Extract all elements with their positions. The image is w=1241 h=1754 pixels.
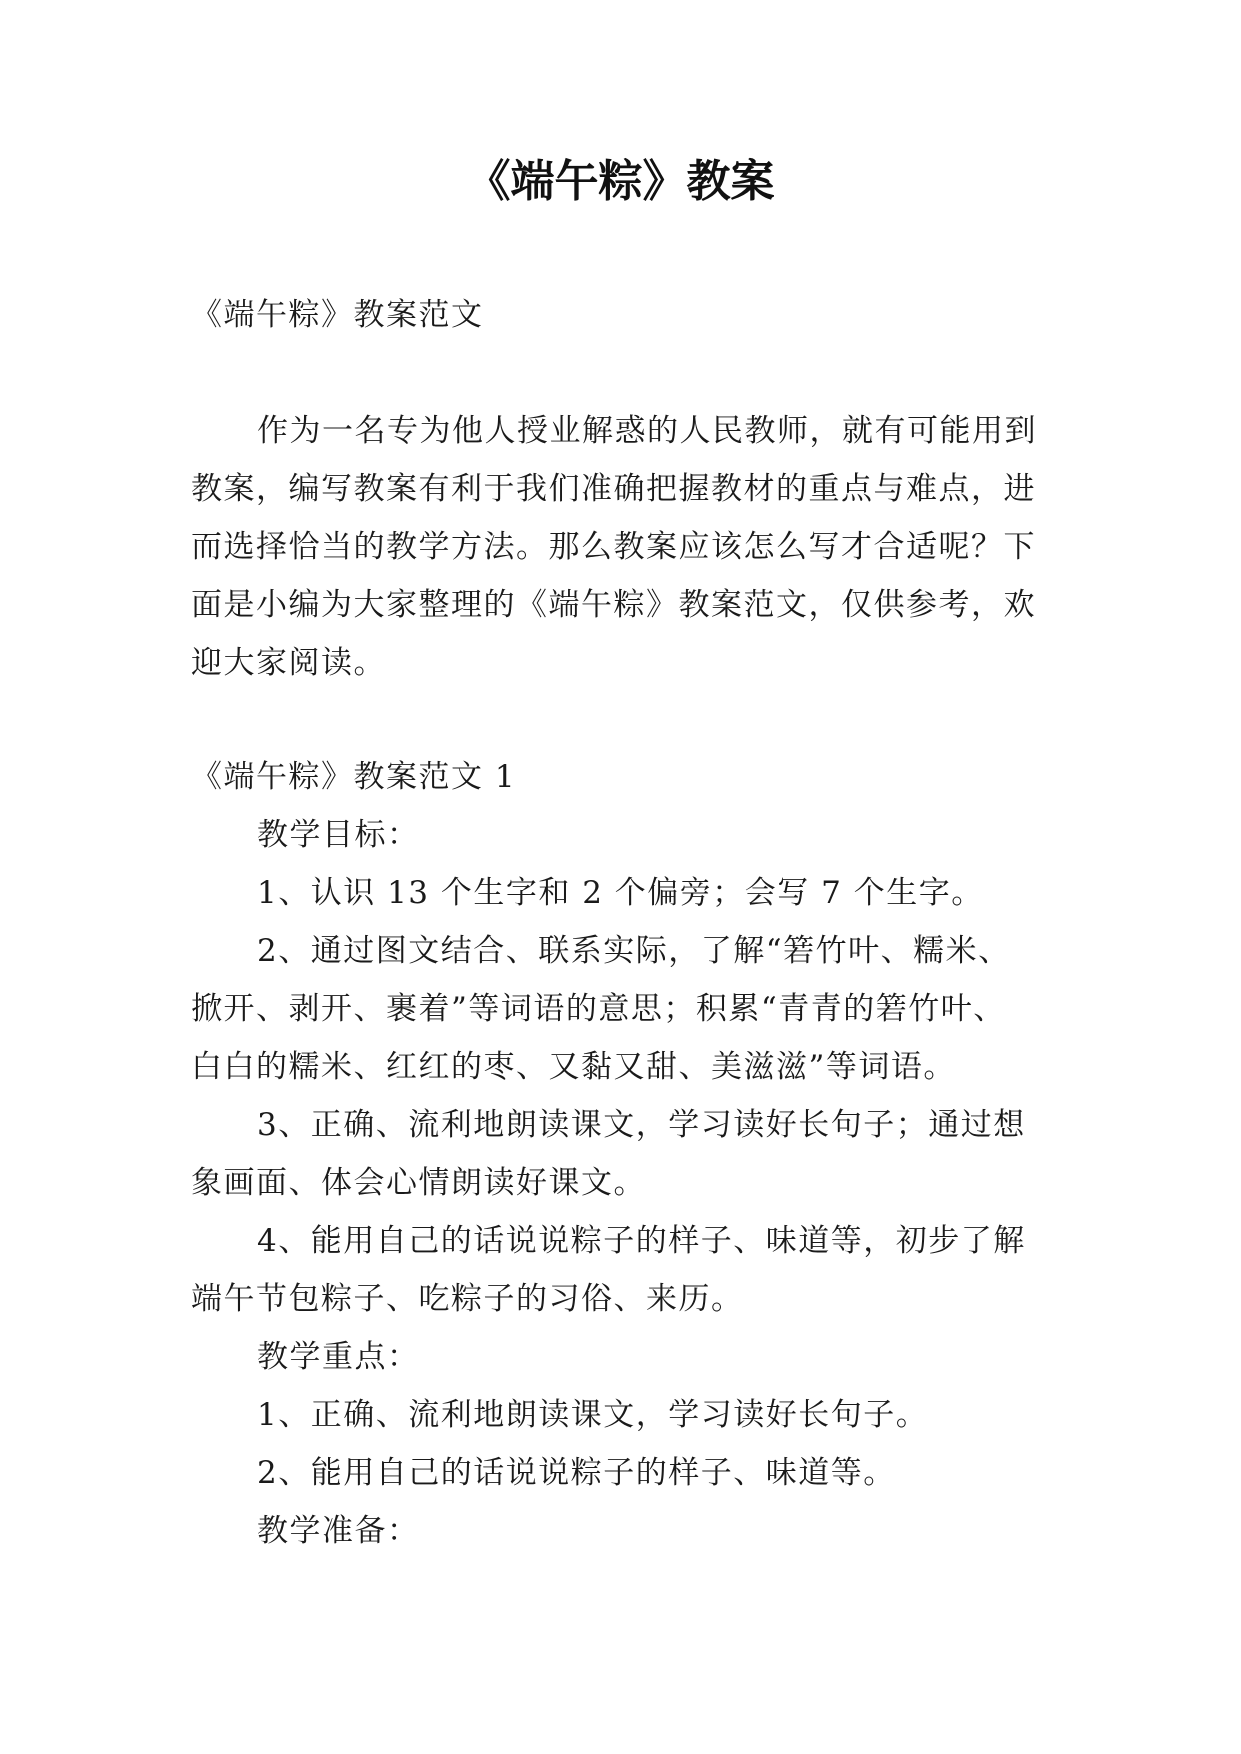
objective-item-1: 1、认识 13 个生字和 2 个偏旁；会写 7 个生字。: [257, 875, 984, 911]
objective-item-3: 3、正确、流利地朗读课文，学习读好长句子；通过想: [257, 1107, 1026, 1143]
preparation-label: 教学准备：: [257, 1513, 420, 1549]
objective-item-4-cont: 端午节包粽子、吃粽子的习俗、来历。: [191, 1281, 744, 1317]
objective-item-4: 4、能用自己的话说说粽子的样子、味道等，初步了解: [257, 1223, 1026, 1259]
objective-item-2: 2、通过图文结合、联系实际，了解“箬竹叶、糯米、: [257, 933, 1011, 969]
intro-line: 而选择恰当的教学方法。那么教案应该怎么写才合适呢？下: [191, 529, 1036, 565]
key-points-label: 教学重点：: [257, 1339, 420, 1375]
intro-line: 作为一名专为他人授业解惑的人民教师，就有可能用到: [257, 413, 1037, 449]
key-point-item-2: 2、能用自己的话说说粽子的样子、味道等。: [257, 1455, 896, 1491]
intro-line: 迎大家阅读。: [191, 645, 386, 681]
subtitle-text: 《端午粽》教案范文: [191, 297, 484, 333]
document-title: 《端午粽》教案: [466, 156, 775, 207]
intro-line: 教案，编写教案有利于我们准确把握教材的重点与难点，进: [191, 471, 1036, 507]
intro-paragraph: [191, 402, 1071, 692]
key-point-item-1: 1、正确、流利地朗读课文，学习读好长句子。: [257, 1397, 929, 1433]
objective-item-2-cont: 掀开、剥开、裹着”等词语的意思；积累“青青的箬竹叶、: [191, 991, 1006, 1027]
lesson-section: [191, 748, 1071, 1560]
document-subtitle: [191, 286, 1071, 344]
objective-item-2-cont: 白白的糯米、红红的枣、又黏又甜、美滋滋”等词语。: [191, 1049, 956, 1085]
objectives-label: 教学目标：: [257, 817, 420, 853]
objective-item-3-cont: 象画面、体会心情朗读好课文。: [191, 1165, 646, 1201]
section-heading: 《端午粽》教案范文 1: [191, 759, 517, 795]
intro-line: 面是小编为大家整理的《端午粽》教案范文，仅供参考，欢: [191, 587, 1036, 623]
